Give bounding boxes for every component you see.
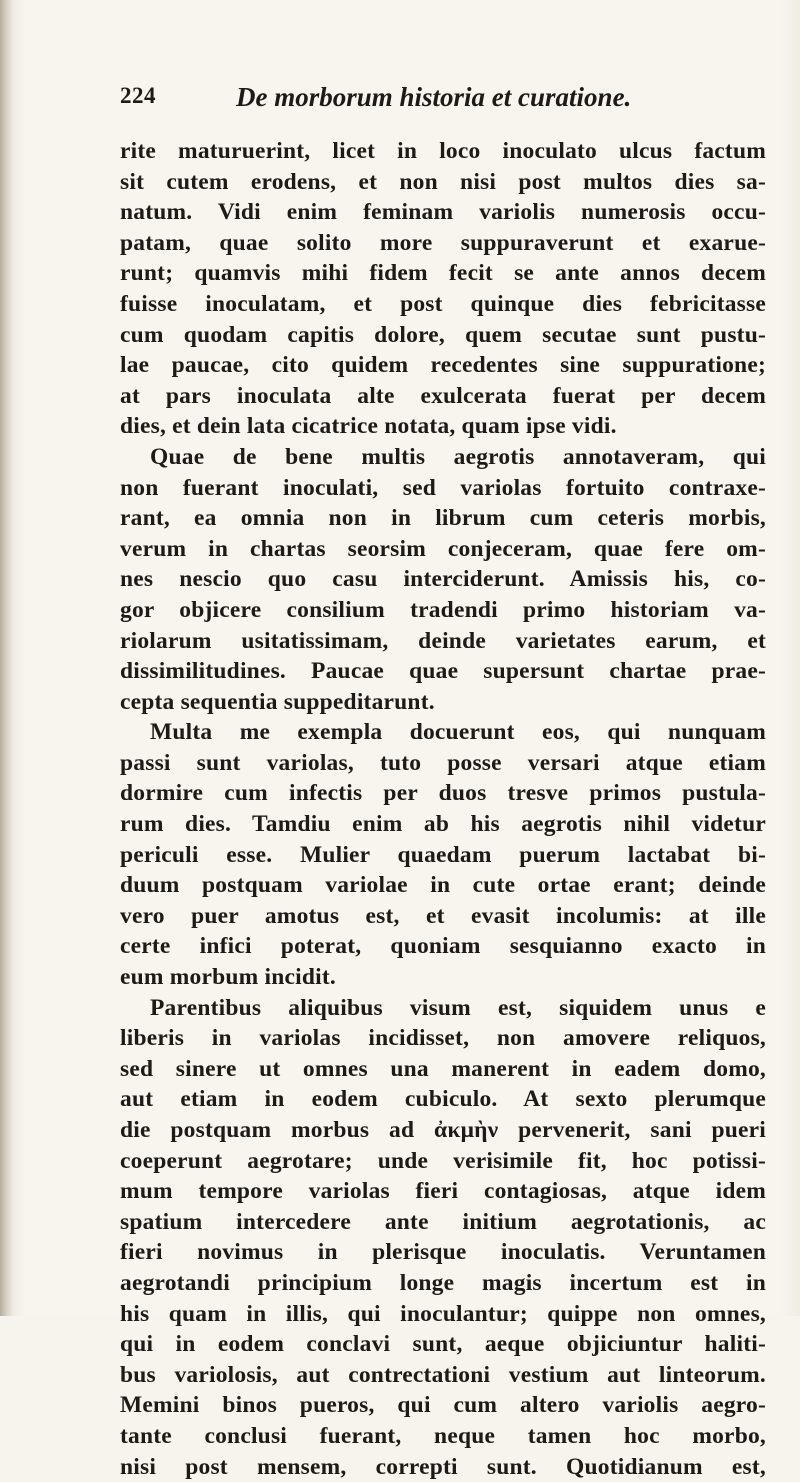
text-line: passi sunt variolas, tuto posse versari atque etiam: [120, 749, 766, 776]
text-line: dies, et dein lata cicatrice notata, quam ipse vidi.: [120, 413, 617, 440]
text-line: sit cutem erodens, et non nisi post multos dies sa-: [120, 168, 766, 195]
paragraph-start-line: Parentibus aliquibus visum est, siquidem unus e: [150, 994, 766, 1021]
text-line: vero puer amotus est, et evasit incolumis: at ille: [120, 902, 766, 929]
text-line: aut etiam in eodem cubiculo. At sexto plerumque: [120, 1086, 766, 1113]
text-line: runt; quamvis mihi fidem fecit se ante annos decem: [120, 260, 766, 287]
paragraph-start-line: Multa me exempla docuerunt eos, qui nunquam: [150, 719, 766, 746]
text-line: his quam in illis, qui inoculantur; quippe non omnes,: [120, 1300, 766, 1327]
text-line: periculi esse. Mulier quaedam puerum lactabat bi-: [120, 841, 766, 868]
text-line: duum postquam variolae in cute ortae erant; deinde: [120, 872, 766, 899]
text-line: bus variolosis, aut contrectationi vestium aut linteorum.: [120, 1361, 766, 1388]
text-line: tante conclusi fuerant, neque tamen hoc morbo,: [120, 1422, 766, 1449]
page-number: 224: [120, 83, 156, 108]
text-line: fieri novimus in plerisque inoculatis. Veruntamen: [120, 1239, 766, 1266]
text-line: patam, quae solito more suppuraverunt et exarue-: [120, 229, 766, 256]
text-line: riolarum usitatissimam, deinde varietates earum, et: [120, 627, 766, 654]
text-line: rant, ea omnia non in librum cum ceteris morbis,: [120, 505, 766, 532]
text-line: verum in chartas seorsim conjeceram, quae fere om-: [120, 535, 766, 562]
body-text: [120, 136, 766, 1482]
page-header: [120, 83, 760, 119]
text-line: lae paucae, cito quidem recedentes sine suppuratione;: [120, 352, 766, 379]
text-line: Memini binos pueros, qui cum altero variolis aegro-: [120, 1392, 766, 1419]
text-line: eum morbum incidit.: [120, 964, 336, 991]
text-line: die postquam morbus ad ἀκμὴν pervenerit, sani pueri: [120, 1117, 766, 1143]
text-line: cum quodam capitis dolore, quem secutae sunt pustu-: [120, 321, 766, 348]
text-line: rite maturuerint, licet in loco inoculato ulcus factum: [120, 138, 766, 164]
text-line: spatium intercedere ante initium aegrotationis, ac: [120, 1208, 766, 1235]
text-line: sed sinere ut omnes una manerent in eadem domo,: [120, 1055, 766, 1082]
text-line: gor objicere consilium tradendi primo historiam va-: [120, 596, 766, 623]
text-line: mum tempore variolas fieri contagiosas, atque idem: [120, 1178, 766, 1205]
text-line: nisi post mensem, correpti sunt. Quotidianum est,: [120, 1453, 766, 1480]
text-line: aegrotandi principium longe magis incertum est in: [120, 1269, 766, 1296]
text-line: qui in eodem conclavi sunt, aeque objiciuntur haliti-: [120, 1331, 766, 1358]
text-line: nes nescio quo casu interciderunt. Amissis his, co-: [120, 566, 766, 593]
text-line: liberis in variolas incidisset, non amovere reliquos,: [120, 1025, 766, 1052]
text-line: dormire cum infectis per duos tresve primos pustula-: [120, 780, 766, 807]
text-line: certe infici poterat, quoniam sesquianno exacto in: [120, 933, 766, 960]
text-line: coeperunt aegrotare; unde verisimile fit, hoc potissi-: [120, 1147, 766, 1174]
binding-shadow: [0, 0, 14, 1316]
text-line: non fuerant inoculati, sed variolas fortuito contraxe-: [120, 474, 766, 501]
text-line: natum. Vidi enim feminam variolis numerosis occu-: [120, 199, 766, 226]
text-line: dissimilitudines. Paucae quae supersunt chartae prae-: [120, 658, 766, 685]
running-title: De morborum historia et curatione.: [236, 82, 632, 112]
text-line: fuisse inoculatam, et post quinque dies febricitasse: [120, 290, 766, 317]
text-line: at pars inoculata alte exulcerata fuerat per decem: [120, 382, 766, 409]
text-line: rum dies. Tamdiu enim ab his aegrotis nihil videtur: [120, 811, 766, 838]
text-line: cepta sequentia suppeditarunt.: [120, 688, 435, 715]
paragraph-start-line: Quae de bene multis aegrotis annotaveram, qui: [150, 443, 766, 470]
